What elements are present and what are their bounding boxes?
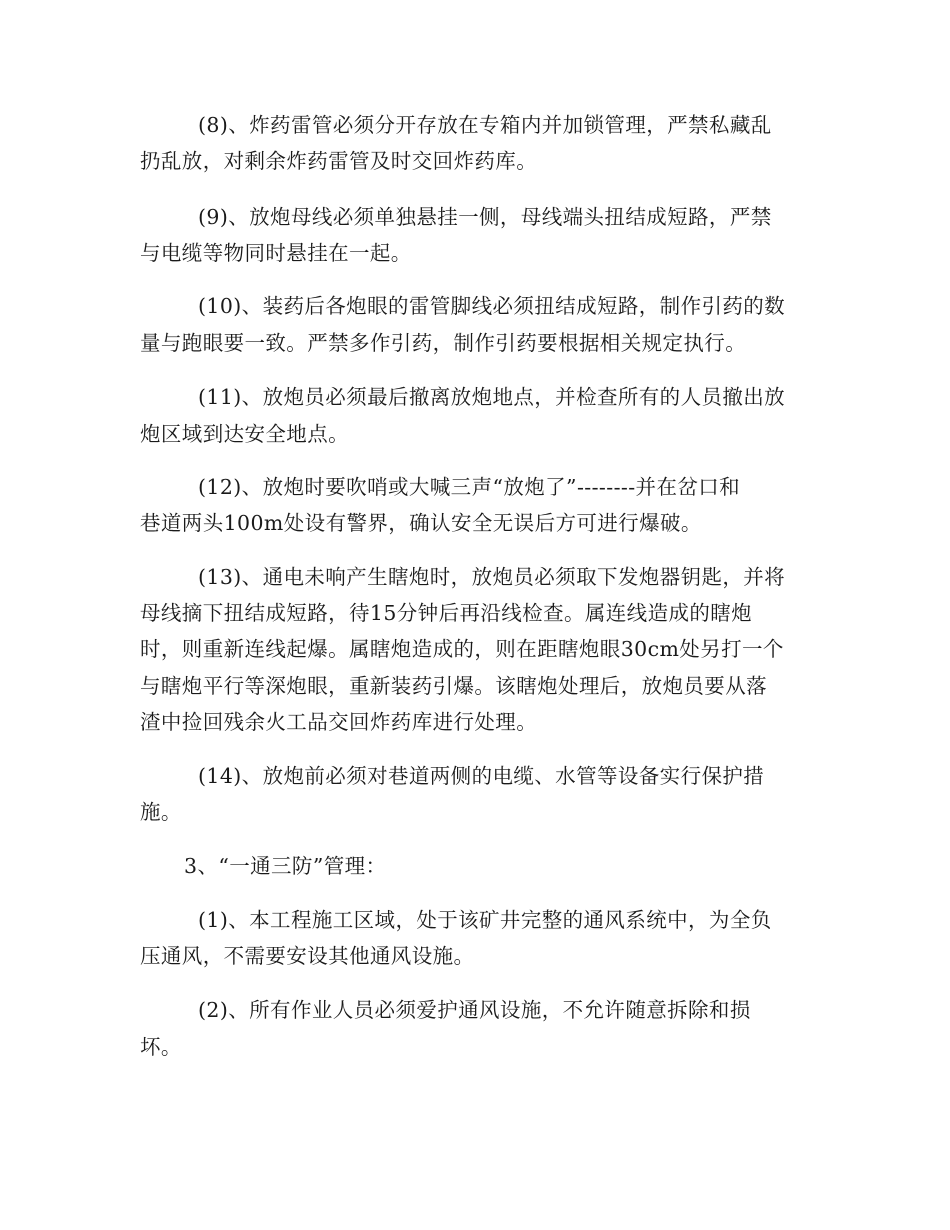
paragraph-14-line-2: 施。 bbox=[140, 800, 182, 824]
paragraph-3-2-line-1: (2)、所有作业人员必须爱护通风设施，不允许随意拆除和损 bbox=[198, 998, 751, 1022]
paragraph-14-line-1: (14)、放炮前必须对巷道两侧的电缆、水管等设备实行保护措 bbox=[198, 764, 765, 788]
paragraph-13-line-2: 母线摘下扭结成短路，待15分钟后再沿线检查。属连线造成的瞎炮 bbox=[140, 601, 753, 625]
paragraph-10-line-1: (10)、装药后各炮眼的雷管脚线必须扭结成短路，制作引药的数 bbox=[198, 294, 786, 318]
paragraph-8-line-1: (8)、炸药雷管必须分开存放在专箱内并加锁管理，严禁私藏乱 bbox=[198, 113, 772, 137]
paragraph-11-line-1: (11)、放炮员必须最后撤离放炮地点，并检查所有的人员撤出放 bbox=[198, 385, 786, 409]
paragraph-3-1-line-2: 压通风，不需要安设其他通风设施。 bbox=[140, 944, 475, 968]
section-heading-3: 3、“一通三防”管理： bbox=[184, 854, 387, 878]
paragraph-8-line-2: 扔乱放，对剩余炸药雷管及时交回炸药库。 bbox=[140, 149, 538, 173]
paragraph-13-line-3: 时，则重新连线起爆。属瞎炮造成的，则在距瞎炮眼30cm处另打一个 bbox=[140, 637, 784, 661]
paragraph-11-line-2: 炮区域到达安全地点。 bbox=[140, 422, 349, 446]
paragraph-9-line-1: (9)、放炮母线必须单独悬挂一侧，母线端头扭结成短路，严禁 bbox=[198, 205, 772, 229]
paragraph-9-line-2: 与电缆等物同时悬挂在一起。 bbox=[140, 241, 412, 265]
paragraph-10-line-2: 量与跑眼要一致。严禁多作引药，制作引药要根据相关规定执行。 bbox=[140, 331, 747, 355]
paragraph-13-line-1: (13)、通电未响产生瞎炮时，放炮员必须取下发炮器钥匙，并将 bbox=[198, 565, 786, 589]
paragraph-13-line-5: 渣中捡回残余火工品交回炸药库进行处理。 bbox=[140, 710, 538, 734]
paragraph-12-line-2: 巷道两头100m处设有警界，确认安全无误后方可进行爆破。 bbox=[140, 511, 702, 535]
paragraph-12-line-1: (12)、放炮时要吹哨或大喊三声“放炮了”--------并在岔口和 bbox=[198, 475, 741, 499]
paragraph-3-1-line-1: (1)、本工程施工区域，处于该矿井完整的通风系统中，为全负 bbox=[198, 908, 772, 932]
paragraph-3-2-line-2: 坏。 bbox=[140, 1035, 182, 1059]
paragraph-13-line-4: 与瞎炮平行等深炮眼，重新装药引爆。该瞎炮处理后，放炮员要从落 bbox=[140, 674, 767, 698]
